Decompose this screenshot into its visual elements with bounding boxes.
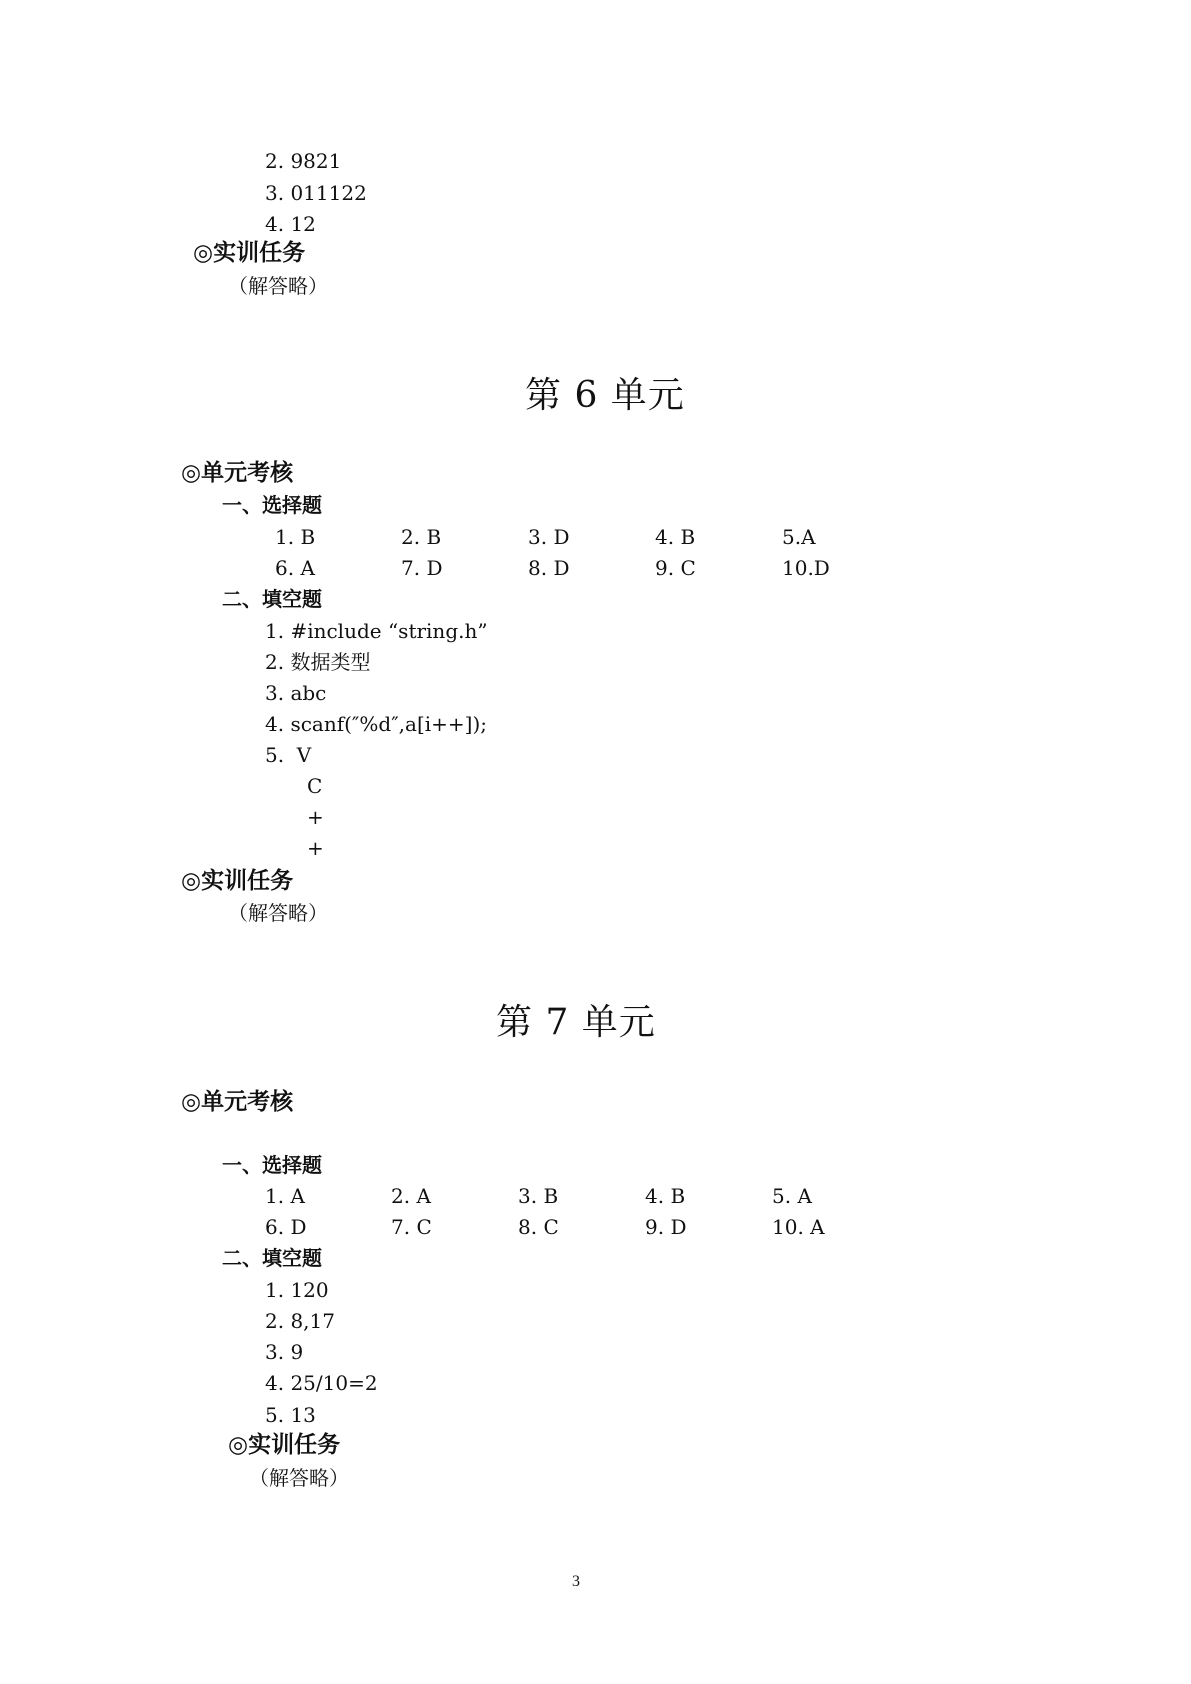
unit7-training-title: ◎实训任务	[228, 1432, 341, 1458]
unit6-fill-item-1: 1. #include “string.h”	[265, 619, 488, 643]
answer: 5.A	[782, 525, 816, 549]
answer: 10. A	[772, 1215, 825, 1239]
unit7-choice-row-1	[265, 1183, 885, 1209]
unit7-fill-title: 二、填空题	[222, 1246, 322, 1270]
unit7-fill-item-4: 4. 25/10=2	[265, 1371, 378, 1395]
unit7-exam-title: ◎单元考核	[181, 1089, 294, 1115]
unit7-choice-title: 一、选择题	[222, 1153, 322, 1177]
answer: 6. D	[265, 1215, 307, 1239]
unit7-choice-row-2	[265, 1214, 885, 1240]
answer: 10.D	[782, 556, 830, 580]
answer: 3. D	[528, 525, 570, 549]
unit6-training-title: ◎实训任务	[181, 868, 294, 894]
unit6-choice-row-1	[275, 524, 875, 550]
unit6-fill-item-5-line-3: +	[307, 805, 324, 829]
unit7-title: 第 7 单元	[496, 1002, 656, 1043]
top-item-4: 4. 12	[265, 212, 316, 236]
answer: 4. B	[645, 1184, 686, 1208]
unit6-fill-item-5: 5. V	[265, 743, 312, 767]
unit7-fill-item-3: 3. 9	[265, 1340, 304, 1364]
top-item-2: 2. 9821	[265, 149, 342, 173]
page-number: 3	[572, 1573, 580, 1590]
answer: 8. D	[528, 556, 570, 580]
answer: 4. B	[655, 525, 696, 549]
unit6-title: 第 6 单元	[525, 375, 685, 416]
unit6-fill-title: 二、填空题	[222, 587, 322, 611]
top-training-title: ◎实训任务	[193, 240, 306, 266]
answer: 1. A	[265, 1184, 305, 1208]
unit7-training-note: （解答略）	[249, 1466, 349, 1490]
unit6-choice-row-2	[275, 555, 875, 581]
top-item-3: 3. 011122	[265, 181, 367, 205]
unit6-choice-title: 一、选择题	[222, 493, 322, 517]
answer: 9. C	[655, 556, 696, 580]
unit6-fill-item-3: 3. abc	[265, 681, 327, 705]
unit6-fill-item-2: 2. 数据类型	[265, 650, 371, 674]
answer: 9. D	[645, 1215, 687, 1239]
answer: 2. B	[401, 525, 442, 549]
top-training-note: （解答略）	[228, 274, 328, 298]
unit7-fill-item-2: 2. 8,17	[265, 1309, 335, 1333]
unit6-fill-item-5-line-2: C	[307, 774, 323, 798]
answer: 3. B	[518, 1184, 559, 1208]
unit6-exam-title: ◎单元考核	[181, 460, 294, 486]
unit7-fill-item-5: 5. 13	[265, 1403, 316, 1427]
answer: 7. C	[391, 1215, 432, 1239]
unit6-training-note: （解答略）	[228, 901, 328, 925]
answer: 2. A	[391, 1184, 431, 1208]
answer: 1. B	[275, 525, 316, 549]
unit7-fill-item-1: 1. 120	[265, 1278, 329, 1302]
answer: 8. C	[518, 1215, 559, 1239]
answer: 7. D	[401, 556, 443, 580]
answer: 6. A	[275, 556, 315, 580]
answer: 5. A	[772, 1184, 812, 1208]
unit6-fill-item-5-line-4: +	[307, 836, 324, 860]
unit6-fill-item-4: 4. scanf(″%d″,a[i++]);	[265, 712, 488, 736]
